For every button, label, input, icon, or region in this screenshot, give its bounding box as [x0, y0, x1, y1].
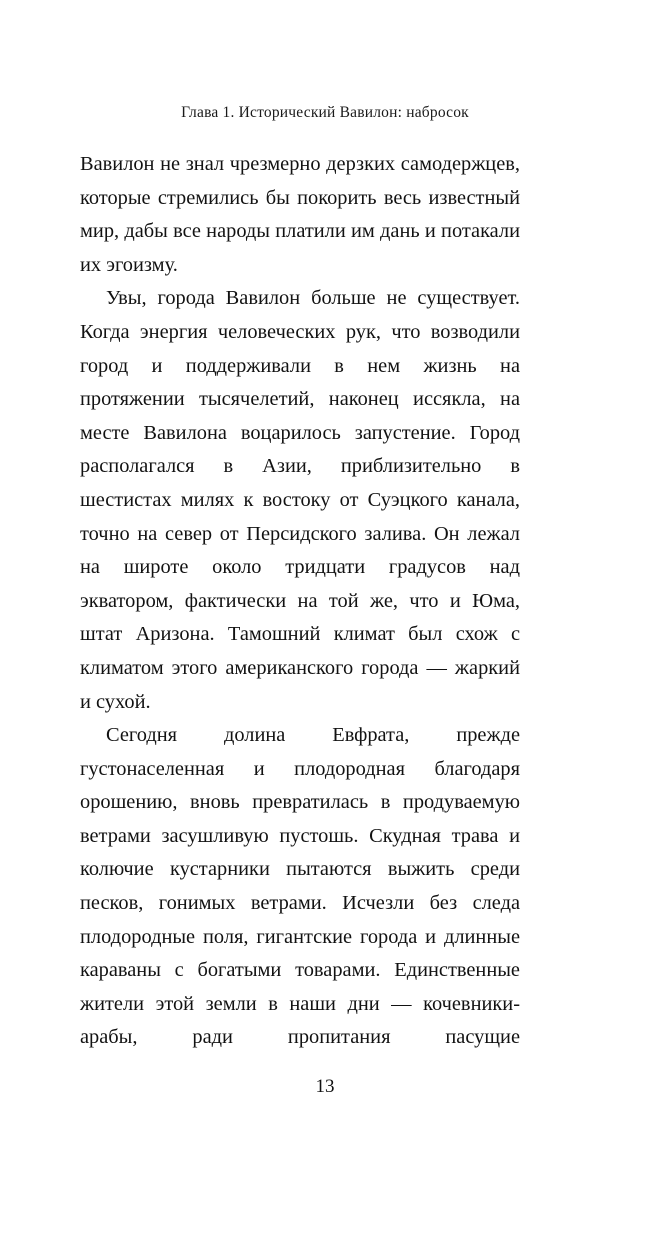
paragraph: Увы, города Вавилон больше не существует. Когда энергия человеческих рук, что возводили город и поддерживали в нем жизнь на протяжении тысячелетий, наконец иссякла, на месте Вавилона воцарилось запустение. Город располагался в Азии, приблизительно в шестистах милях к востоку от Суэцкого канала, точно на север от Персидского залива. Он лежал на широте около тридцати градусов над экватором, фактически на той же, что и Юма, штат Аризона. Тамошний климат был схож с климатом этого американского города — жаркий и сухой.	[80, 287, 520, 713]
running-head: Глава 1. Исторический Вавилон: набросок	[181, 104, 469, 121]
paragraph: Сегодня долина Евфрата, прежде густонаселенная и плодородная благодаря орошению, вновь превратилась в продуваемую ветрами засушливую пустошь. Скудная трава и колючие кустарники пытаются выжить среди песков, гонимых ветрами. Исчезли без следа плодородные поля, гигантские города и длинные караваны с богатыми товарами. Единственные жители этой земли в наши дни — кочевники-арабы, ради пропитания пасущие	[80, 724, 520, 1049]
page-number: 13	[315, 1076, 335, 1097]
paragraph: Вавилон не знал чрезмерно дерзких самодержцев, которые стремились бы покорить весь известный мир, дабы все народы платили им дань и потакали их эгоизму.	[80, 153, 520, 276]
page-body	[80, 148, 520, 1089]
